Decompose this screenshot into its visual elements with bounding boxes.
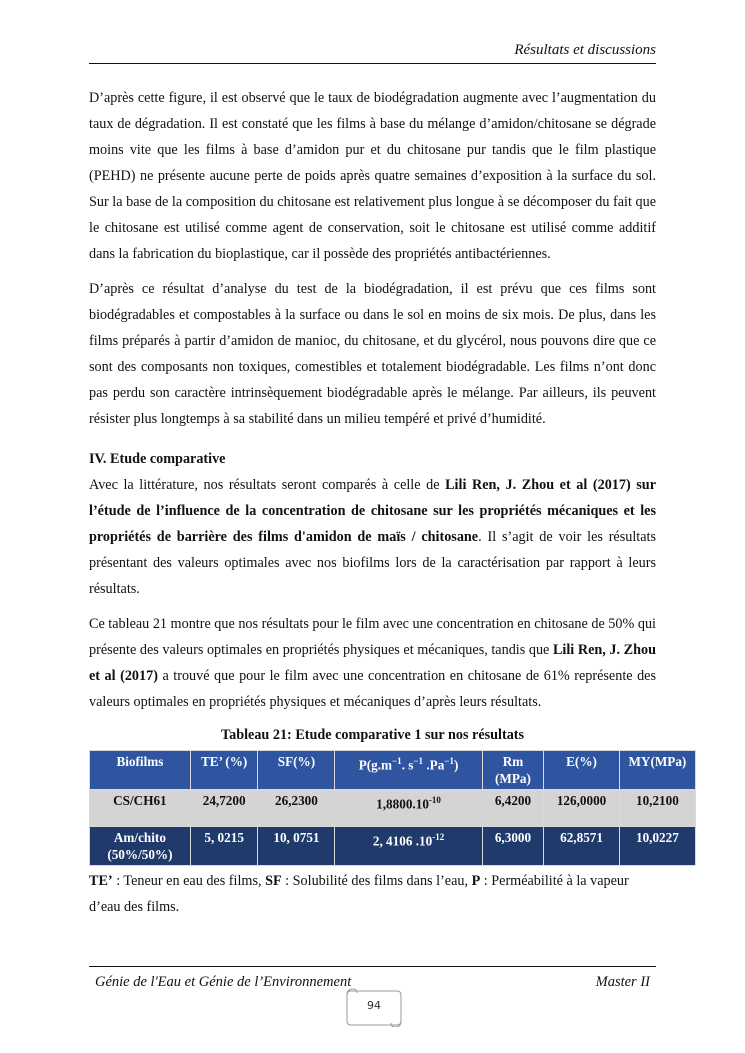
footer-left: Génie de l'Eau et Génie de l’Environnement — [95, 974, 352, 990]
header-title: Résultats et discussions — [514, 42, 656, 58]
col-header-p: $P(g.m^{-1}$. $s^{-1}$ $.Pa^{-1}$) — [335, 751, 482, 790]
footer-right: Master II — [595, 974, 650, 990]
cell-sf: 10, 0751 — [258, 827, 335, 866]
cell-biofilm: CS/CH61 — [90, 790, 191, 827]
reference-bold: Lili Ren, J. Zhou et al (2017) sur l’étude de l’influence de la concentration de chitosane sur les propriétés mécaniques et les propriétés de barrière des films d'amidon de maïs / chitosane — [89, 477, 656, 545]
cell-e: 62,8571 — [544, 827, 620, 866]
cell-biofilm: Am/chito (50%/50%) — [90, 827, 191, 866]
section-heading: IV. Etude comparative — [89, 451, 226, 467]
paragraph-4-part-a: Ce tableau 21 montre que nos résultats pour le film avec une concentration en chitosane de 50% qui présente des valeurs optimales en propriétés physiques et mécaniques, tandis que — [89, 616, 656, 658]
paragraph-4 — [89, 611, 656, 715]
col-header-biofilms: Biofilms — [90, 751, 191, 790]
col-header-rm: Rm (MPa) — [482, 751, 544, 790]
col-header-my: MY(MPa) — [619, 751, 695, 790]
cell-rm: 6,3000 — [482, 827, 544, 866]
table-legend: TE’ : Teneur en eau des films, SF : Solubilité des films dans l’eau, P : Perméabilité à la vapeur d’eau des films. — [89, 873, 629, 915]
paragraph-3 — [89, 472, 656, 602]
cell-e: 126,0000 — [544, 790, 620, 827]
col-header-e: E(%) — [544, 751, 620, 790]
paragraph-2: D’après ce résultat d’analyse du test de la biodégradation, il est prévu que ces films sont biodégradables et compostables à la surface ou dans le sol en moins de six mois. De plus, dans les films préparés à partir d’amidon de manioc, du chitosane, et du glycérol, nous pouvons dire que ce sont des composants non toxiques, comestibles et totalement biodégradable. Les films n’ont donc pas perdu son caractère intrinsèquement biodégradable après le mélange. Par ailleurs, ils peuvent résister plus longtemps à sa stabilité dans un milieu tempéré et privé d’humidité. — [89, 281, 656, 427]
paragraph-3-part-c: . Il s’agit de voir les résultats présentant des valeurs optimales avec nos biofilms lors de la caractérisation par rapport à leurs résultats. — [89, 529, 656, 597]
cell-p: 2, 4106 $.10^{-12}$ — [335, 827, 482, 866]
cell-rm: 6,4200 — [482, 790, 544, 827]
comparison-table — [89, 750, 696, 866]
col-header-te: TE’ (%) — [190, 751, 258, 790]
cell-my: 10,0227 — [619, 827, 695, 866]
page-number: 94 — [367, 999, 381, 1012]
table-caption: Tableau 21: Etude comparative 1 sur nos résultats — [220, 727, 525, 743]
paragraph-4-part-c: a trouvé que pour le film avec une concentration en chitosane de 61% représente des valeurs optimales en propriétés physiques et mécaniques d’après leurs résultats. — [89, 668, 656, 710]
page-number-scroll — [343, 987, 405, 1027]
footer-rule — [89, 966, 656, 967]
cell-p: $1,8800.10^{-10}$ — [335, 790, 482, 827]
paragraph-3-part-a: Avec la littérature, nos résultats seront comparés à celle de — [89, 477, 446, 493]
col-header-sf: SF(%) — [258, 751, 335, 790]
cell-sf: 26,2300 — [258, 790, 335, 827]
cell-my: 10,2100 — [619, 790, 695, 827]
table-row — [90, 790, 696, 827]
reference-bold-2: Lili Ren, J. Zhou et al (2017) — [89, 642, 657, 684]
table-header-row — [90, 751, 696, 790]
paragraph-1: D’après cette figure, il est observé que le taux de biodégradation augmente avec l’augmentation du taux de dégradation. Il est constaté que les films à base du mélange d’amidon/chitosane se dégrade moins vite que les films à base d’amidon pur et du chitosane pur tandis que le film plastique (PEHD) ne présente aucune perte de poids après quatre semaines d’exposition à la surface du sol. Sur la base de la composition du chitosane est relativement plus longue à se décomposer du fait que le chitosane est utilisé comme agent de conservation, soit le chitosane est utilisé comme additif dans la fabrication du bioplastique, car il possède des propriétés antibactériennes. — [89, 90, 656, 262]
cell-te: 24,7200 — [190, 790, 258, 827]
table-row — [90, 827, 696, 866]
cell-te: 5, 0215 — [190, 827, 258, 866]
header-rule — [89, 63, 656, 64]
page-content — [89, 85, 687, 920]
